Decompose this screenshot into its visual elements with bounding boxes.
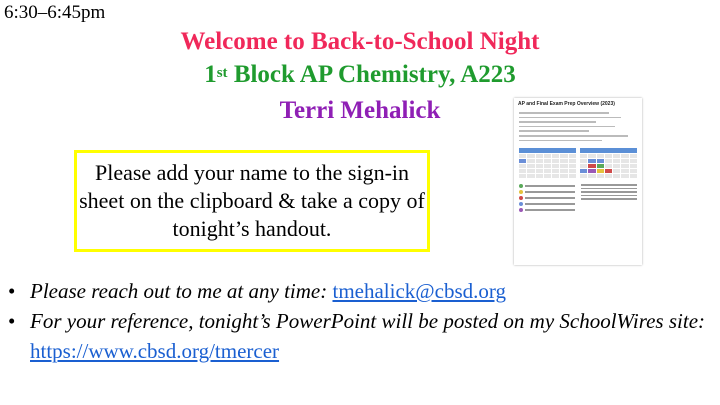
schoolwires-link[interactable]: https://www.cbsd.org/tmercer xyxy=(30,339,280,363)
info-bullet-list xyxy=(8,276,714,366)
bullet-icon: • xyxy=(8,279,16,303)
powerpoint-text: For your reference, tonight’s PowerPoint will be posted on my SchoolWires site: xyxy=(30,309,706,333)
time-label: 6:30–6:45pm xyxy=(4,2,106,23)
handout-calendar-2 xyxy=(580,148,637,178)
handout-thumbnail-image xyxy=(514,98,642,265)
sign-in-note-text: Please add your name to the sign-in sheet on the clipboard & take a copy of tonight’s handout. xyxy=(79,160,425,241)
course-block-suffix: st xyxy=(216,65,228,81)
teacher-name: Terri Mehalick xyxy=(279,97,441,124)
bullet-text xyxy=(30,306,714,366)
bullet-icon: • xyxy=(8,309,16,333)
course-title xyxy=(100,58,620,92)
list-item xyxy=(8,306,714,366)
welcome-title: Welcome to Back-to-School Night xyxy=(180,28,540,55)
sign-in-note xyxy=(74,150,430,252)
list-item xyxy=(8,276,714,306)
course-block-number: 1 xyxy=(204,61,217,88)
handout-calendar-1 xyxy=(519,148,576,178)
bullet-text xyxy=(30,276,714,306)
handout-legend xyxy=(514,180,642,218)
contact-text: Please reach out to me at any time: xyxy=(30,279,333,303)
handout-title: AP and Final Exam Prep Overview (2023) xyxy=(518,101,615,107)
email-link[interactable]: tmehalick@cbsd.org xyxy=(332,279,506,303)
handout-calendars xyxy=(514,144,642,180)
course-name: Block AP Chemistry, A223 xyxy=(227,61,516,88)
